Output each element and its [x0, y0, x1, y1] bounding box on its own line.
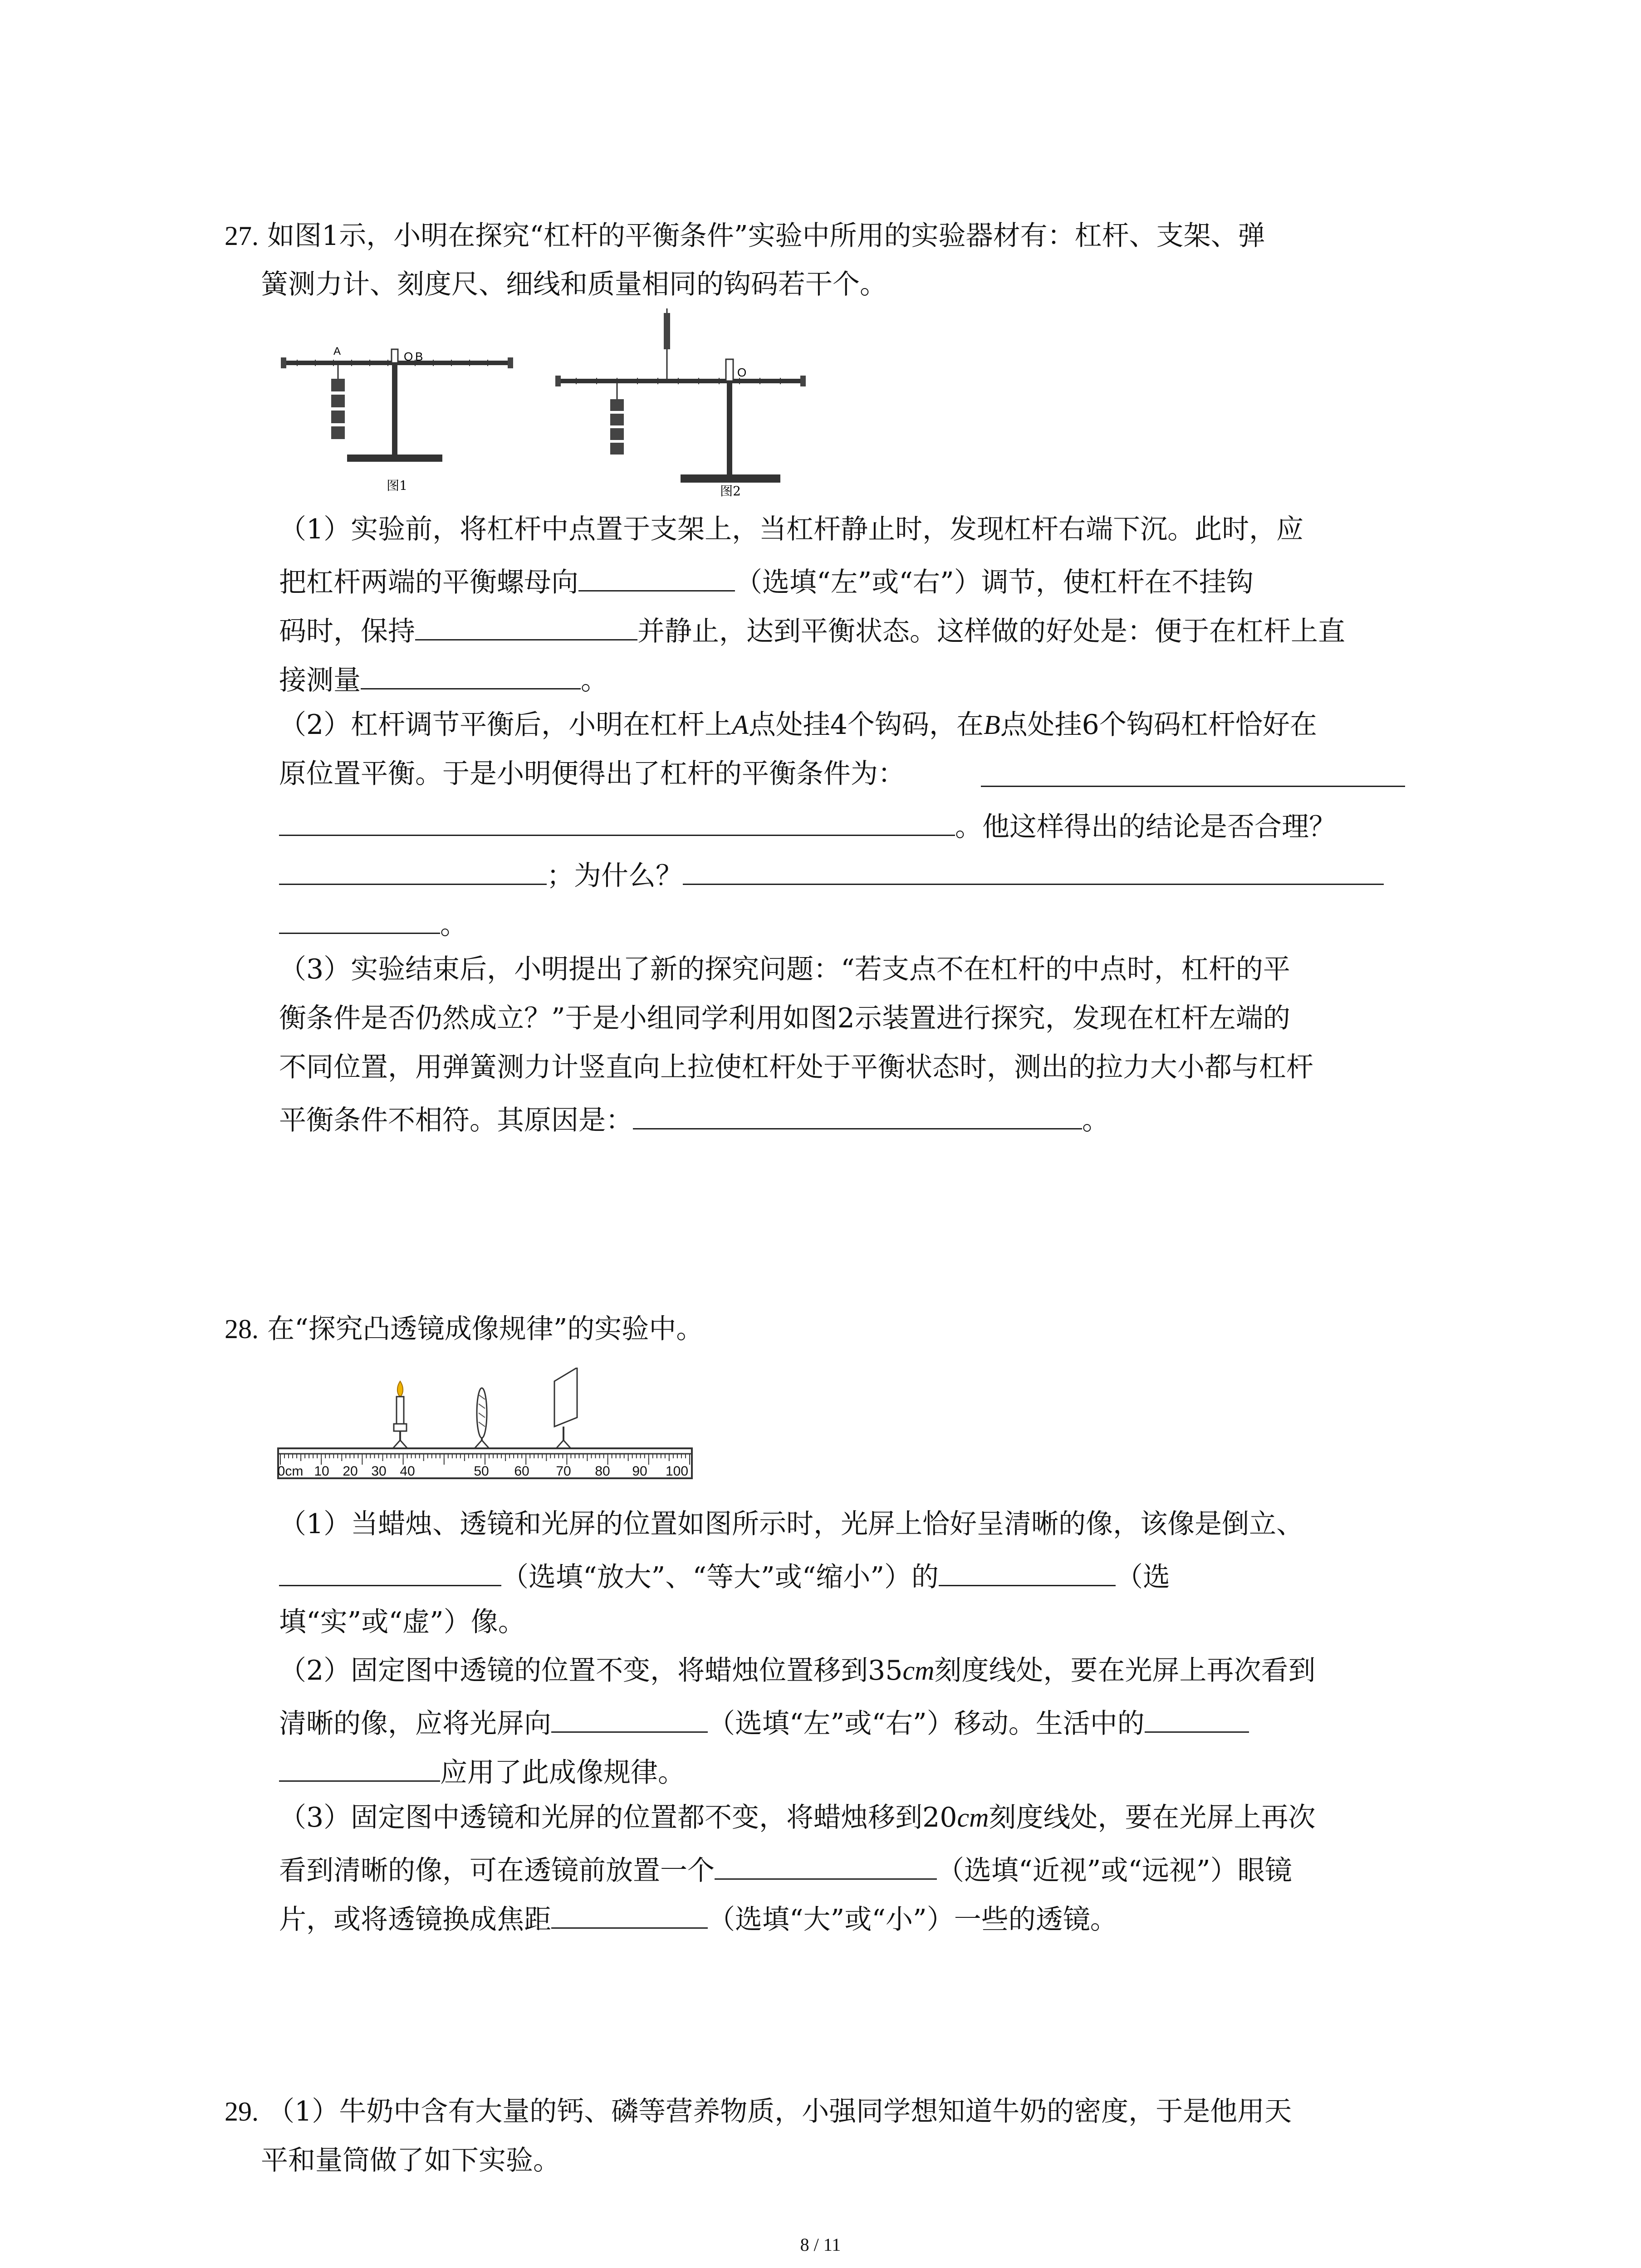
ruler-label-90: 90: [632, 1464, 647, 1479]
q29-number: 29.: [225, 2097, 259, 2126]
lever-figure-1: [279, 336, 515, 494]
q27-part1-line-1: （1）实验前，将杠杆中点置于支架上，当杠杆静止时，发现杠杆右端下沉。此时，应: [279, 513, 1304, 545]
ruler-label-30: 30: [371, 1464, 387, 1479]
q27-intro-1: 如图1示，小明在探究“杠杆的平衡条件”实验中所用的实验器材有：杠杆、支架、弹: [267, 220, 1265, 252]
lens-icon: [475, 1388, 489, 1448]
page-number: 8 / 11: [800, 2234, 841, 2255]
q27-part3-line-1: （3）实验结束后，小明提出了新的探究问题：“若支点不在杠杆的中点时，杠杆的平: [279, 953, 1290, 985]
q28-part2-line-2: 清晰的像，应将光屏向 （选填“左”或“右”）移动。生活中的: [279, 1706, 1249, 1737]
q27-part2-line-3: 。他这样得出的结论是否合理？: [279, 809, 1336, 841]
fig1-label-b: B: [415, 350, 423, 363]
answer-blank[interactable]: [279, 907, 440, 934]
q27-part3-line-3: 不同位置，用弹簧测力计竖直向上拉使杠杆处于平衡状态时，测出的拉力大小都与杠杆: [279, 1051, 1313, 1083]
fig1-label-o: O: [404, 350, 413, 363]
ruler-label-70: 70: [556, 1464, 571, 1479]
q27-part2-line-2: 原位置平衡。于是小明便得出了杠杆的平衡条件为：: [279, 758, 905, 790]
answer-blank[interactable]: [1145, 1706, 1249, 1733]
q27-number: 27.: [225, 221, 259, 251]
q27-part1-line-4: 接测量 。: [279, 663, 608, 694]
answer-blank[interactable]: [551, 1902, 708, 1929]
answer-blank[interactable]: [715, 1853, 937, 1880]
q28-part3-line-2: 看到清晰的像，可在透镜前放置一个 （选填“近视”或“远视”）眼镜: [279, 1853, 1292, 1884]
q27-line-2: 簧测力计、刻度尺、细线和质量相同的钩码若干个。: [261, 269, 887, 300]
ruler-label-0: 0cm: [277, 1464, 304, 1479]
lever-figure-2: [554, 308, 808, 499]
q29-line-2: 平和量筒做了如下实验。: [261, 2145, 560, 2176]
q28-line-1: [225, 1315, 703, 1343]
q28-part3-line-1: （3）固定图中透镜和光屏的位置都不变，将蜡烛移到20cm刻度线处，要在光屏上再次: [279, 1802, 1316, 1833]
answer-blank[interactable]: [939, 1559, 1116, 1586]
screen-icon: [554, 1368, 577, 1448]
q27-part1-line-2: 把杠杆两端的平衡螺母向 （选填“左”或“右”）调节，使杠杆在不挂钩: [279, 565, 1254, 596]
optical-bench-figure: [277, 1368, 696, 1481]
answer-blank[interactable]: [981, 766, 1405, 787]
fig1-label-a: A: [333, 345, 341, 357]
ruler-label-60: 60: [514, 1464, 529, 1479]
fig2-caption: 图2: [720, 484, 741, 499]
candle-icon: [393, 1381, 407, 1448]
q27-part1-line-3: 码时，保持 并静止，达到平衡状态。这样做的好处是：便于在杠杆上直: [279, 614, 1345, 645]
ruler-label-100: 100: [665, 1464, 689, 1479]
answer-blank[interactable]: [361, 663, 581, 689]
ruler-label-20: 20: [343, 1464, 358, 1479]
q28-part3-line-3: 片，或将透镜换成焦距 （选填“大”或“小”）一些的透镜。: [279, 1902, 1117, 1933]
q29-line-1: [225, 2098, 1292, 2125]
q29-text-1: （1）牛奶中含有大量的钙、磷等营养物质，小强同学想知道牛奶的密度，于是他用天: [267, 2096, 1292, 2127]
q28-intro: 在“探究凸透镜成像规律”的实验中。: [267, 1313, 704, 1345]
answer-blank[interactable]: [551, 1706, 708, 1733]
answer-blank[interactable]: [279, 1755, 440, 1782]
fig2-hooked-weights: [610, 399, 624, 455]
q28-part1-line-3: 填“实”或“虚”）像。: [279, 1606, 525, 1638]
answer-blank[interactable]: [578, 565, 735, 591]
q27-part3-line-2: 衡条件是否仍然成立？”于是小组同学利用如图2示装置进行探究，发现在杠杆左端的: [279, 1002, 1290, 1034]
q27-part2-line-1: （2）杠杆调节平衡后，小明在杠杆上A点处挂4个钩码，在B点处挂6个钩码杠杆恰好在: [279, 709, 1317, 741]
answer-blank[interactable]: [633, 1103, 1082, 1129]
q28-number: 28.: [225, 1314, 259, 1344]
fig2-label-o: O: [737, 366, 747, 379]
ruler-label-50: 50: [474, 1464, 489, 1479]
q27-part3-line-4: 平衡条件不相符。其原因是： 。: [279, 1103, 1109, 1134]
fig1-hooked-weights: [331, 379, 345, 439]
q27-part2-line-4: ；为什么？: [279, 858, 1384, 890]
q27-part2-line-5: 。: [279, 907, 467, 938]
ruler-label-40: 40: [400, 1464, 415, 1479]
q28-part1-line-2: （选填“放大”、“等大”或“缩小”）的 （选: [279, 1559, 1170, 1591]
q28-part2-line-1: （2）固定图中透镜的位置不变，将蜡烛位置移到35cm刻度线处，要在光屏上再次看到: [279, 1655, 1316, 1686]
ruler-label-80: 80: [595, 1464, 610, 1479]
fig1-caption: 图1: [387, 478, 407, 493]
answer-blank[interactable]: [683, 858, 1384, 885]
answer-blank[interactable]: [279, 858, 547, 885]
answer-blank[interactable]: [415, 614, 637, 640]
answer-blank[interactable]: [279, 1559, 501, 1586]
ruler-label-10: 10: [314, 1464, 329, 1479]
q27-line-1: [225, 220, 1265, 252]
q28-part2-line-3: 应用了此成像规律。: [279, 1755, 685, 1786]
answer-blank[interactable]: [279, 809, 955, 836]
q28-part1-line-1: （1）当蜡烛、透镜和光屏的位置如图所示时，光屏上恰好呈清晰的像，该像是倒立、: [279, 1508, 1304, 1540]
